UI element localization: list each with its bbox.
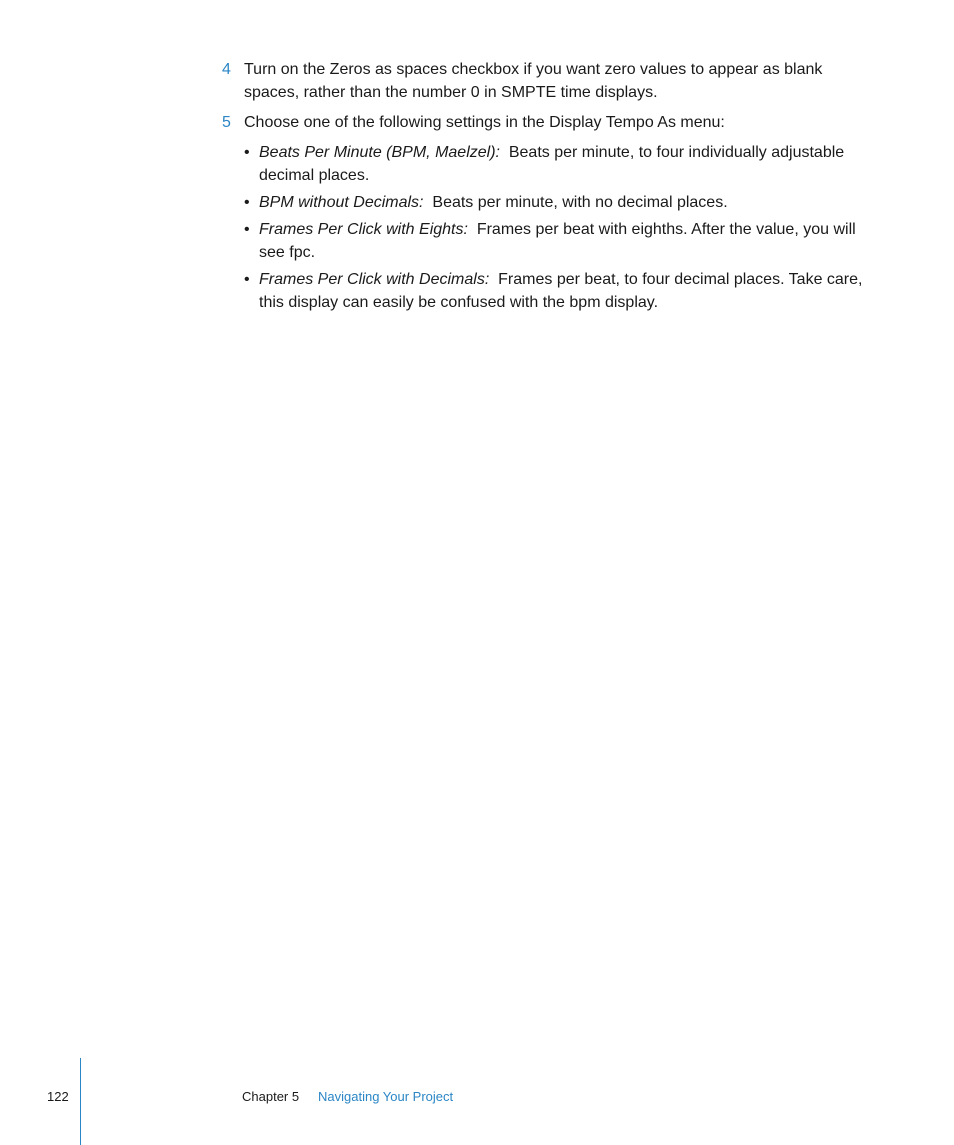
footer-divider: [80, 1058, 81, 1145]
option-term: Frames Per Click with Decimals:: [259, 271, 490, 288]
list-item: [244, 268, 876, 314]
tempo-options-list: [244, 141, 876, 318]
step-number: 4: [222, 61, 231, 78]
option-description: Frames per beat with eighths. After the value, you will see fpc.: [259, 221, 856, 261]
step-number: 5: [222, 114, 231, 131]
step-5: [222, 111, 862, 134]
step-text: Choose one of the following settings in the Display Tempo As menu:: [244, 114, 725, 131]
option-description: Frames per beat, to four decimal places. Take care, this display can easily be confused with the bpm display.: [259, 271, 863, 311]
bullet-marker: •: [244, 221, 250, 238]
bullet-marker: •: [244, 144, 250, 161]
bullet-marker: •: [244, 194, 250, 211]
footer-chapter-label: Chapter 5: [242, 1089, 300, 1104]
step-text: Turn on the Zeros as spaces checkbox if you want zero values to appear as blank spaces, rather than the number 0 in SMPTE time displays.: [244, 61, 823, 101]
option-description: Beats per minute, with no decimal places.: [432, 194, 728, 211]
page-number: 122: [47, 1089, 69, 1104]
option-term: Frames Per Click with Eights:: [259, 221, 468, 238]
bullet-marker: •: [244, 271, 250, 288]
list-item: [244, 191, 876, 214]
list-item: [244, 218, 876, 264]
list-item: [244, 141, 876, 187]
footer-chapter-title: Navigating Your Project: [318, 1089, 454, 1104]
option-description: Beats per minute, to four individually adjustable decimal places.: [259, 144, 845, 184]
step-4: [222, 58, 862, 104]
option-term: Beats Per Minute (BPM, Maelzel):: [259, 144, 500, 161]
option-term: BPM without Decimals:: [259, 194, 424, 211]
